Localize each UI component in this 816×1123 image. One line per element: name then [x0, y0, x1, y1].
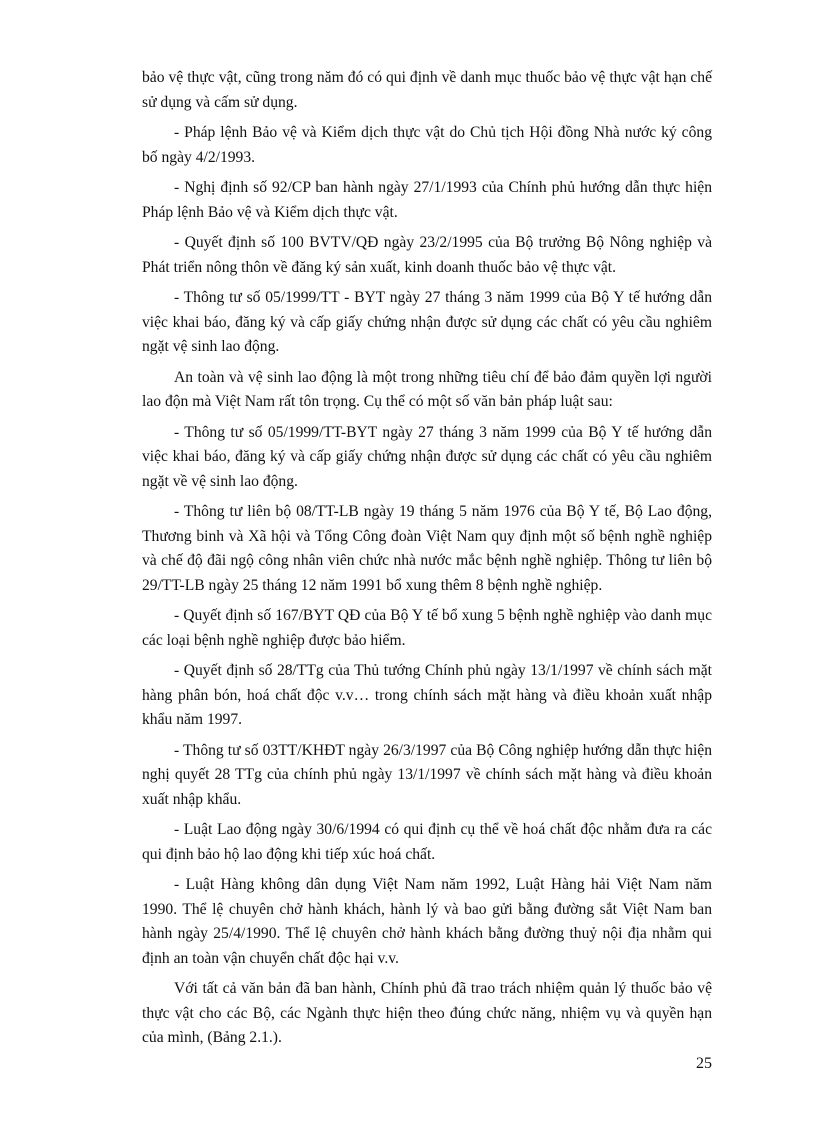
paragraph-luat-hang-khong: - Luật Hàng không dân dụng Việt Nam năm 1992, Luật Hàng hải Việt Nam năm 1990. Thể lệ chuyên chở hành khách, hành lý và bao gửi bằng đường sắt Việt Nam ban hành ngày 25/4/1990. Thể lệ chuyên chở hành khách bằng đường thuỷ nội địa nhằm qui định an toàn vận chuyển chất độc hại v.v. — [142, 876, 712, 967]
paragraph-nghi-dinh-92: - Nghị định số 92/CP ban hành ngày 27/1/1993 của Chính phủ hướng dẫn thực hiện Pháp lệnh Bảo vệ và Kiểm dịch thực vật. — [142, 179, 712, 221]
paragraph-thong-tu-05-b: - Thông tư số 05/1999/TT-BYT ngày 27 tháng 3 năm 1999 của Bộ Y tế hướng dẫn việc khai báo, đăng ký và cấp giấy chứng nhận được sử dụng các chất có yêu cầu nghiêm ngặt về vệ sinh lao động. — [142, 423, 712, 490]
paragraph-thong-tu-lien-bo-08: - Thông tư liên bộ 08/TT-LB ngày 19 tháng 5 năm 1976 của Bộ Y tế, Bộ Lao động, Thương binh và Xã hội và Tổng Công đoàn Việt Nam quy định một số bệnh nghề nghiệp và chế độ đãi ngộ công nhân viên chức nhà nước mắc bệnh nghề nghiệp. Thông tư liên bộ 29/TT-LB ngày 25 tháng 12 năm 1991 bổ xung thêm 8 bệnh nghề nghiệp. — [142, 503, 712, 594]
paragraph-thong-tu-05-a: - Thông tư số 05/1999/TT - BYT ngày 27 tháng 3 năm 1999 của Bộ Y tế hướng dẫn việc khai báo, đăng ký và cấp giấy chứng nhận được sử dụng các chất có yêu cầu nghiêm ngặt vệ sinh lao động. — [142, 289, 712, 355]
paragraph-quyet-dinh-167: - Quyết định số 167/BYT QĐ của Bộ Y tế bổ xung 5 bệnh nghề nghiệp vào danh mục các loại bệnh nghề nghiệp được bảo hiểm. — [142, 607, 712, 649]
paragraph-phap-lenh: - Pháp lệnh Bảo vệ và Kiểm dịch thực vật do Chủ tịch Hội đồng Nhà nước ký công bố ngày 4/2/1993. — [142, 124, 712, 166]
paragraph-quyet-dinh-100: - Quyết định số 100 BVTV/QĐ ngày 23/2/1995 của Bộ trưởng Bộ Nông nghiệp và Phát triển nông thôn về đăng ký sản xuất, kinh doanh thuốc bảo vệ thực vật. — [142, 234, 712, 276]
paragraph-conclusion: Với tất cả văn bản đã ban hành, Chính phủ đã trao trách nhiệm quản lý thuốc bảo vệ thực vật cho các Bộ, các Ngành thực hiện theo đúng chức năng, nhiệm vụ và quyền hạn của mình, (Bảng 2.1.). — [142, 980, 712, 1046]
page-number: 25 — [696, 1055, 712, 1072]
paragraph-an-toan-ve-sinh: An toàn và vệ sinh lao động là một trong những tiêu chí để bảo đảm quyền lợi người lao độn mà Việt Nam rất tôn trọng. Cụ thể có một số văn bản pháp luật sau: — [142, 368, 712, 410]
document-body — [142, 66, 712, 1057]
paragraph-quyet-dinh-28: - Quyết định số 28/TTg của Thủ tướng Chính phủ ngày 13/1/1997 về chính sách mặt hàng phân bón, hoá chất độc v.v… trong chính sách mặt hàng và điều khoản xuất nhập khẩu năm 1997. — [142, 662, 712, 728]
paragraph-luat-lao-dong: - Luật Lao động ngày 30/6/1994 có qui định cụ thể về hoá chất độc nhằm đưa ra các qui định bảo hộ lao động khi tiếp xúc hoá chất. — [142, 821, 712, 863]
paragraph-continuation: bảo vệ thực vật, cũng trong năm đó có qui định về danh mục thuốc bảo vệ thực vật hạn chế sử dụng và cấm sử dụng. — [142, 69, 712, 111]
paragraph-thong-tu-03: - Thông tư số 03TT/KHĐT ngày 26/3/1997 của Bộ Công nghiệp hướng dẫn thực hiện nghị quyết 28 TTg của chính phủ ngày 13/1/1997 về chính sách mặt hàng và điều khoản xuất nhập khẩu. — [142, 741, 712, 808]
